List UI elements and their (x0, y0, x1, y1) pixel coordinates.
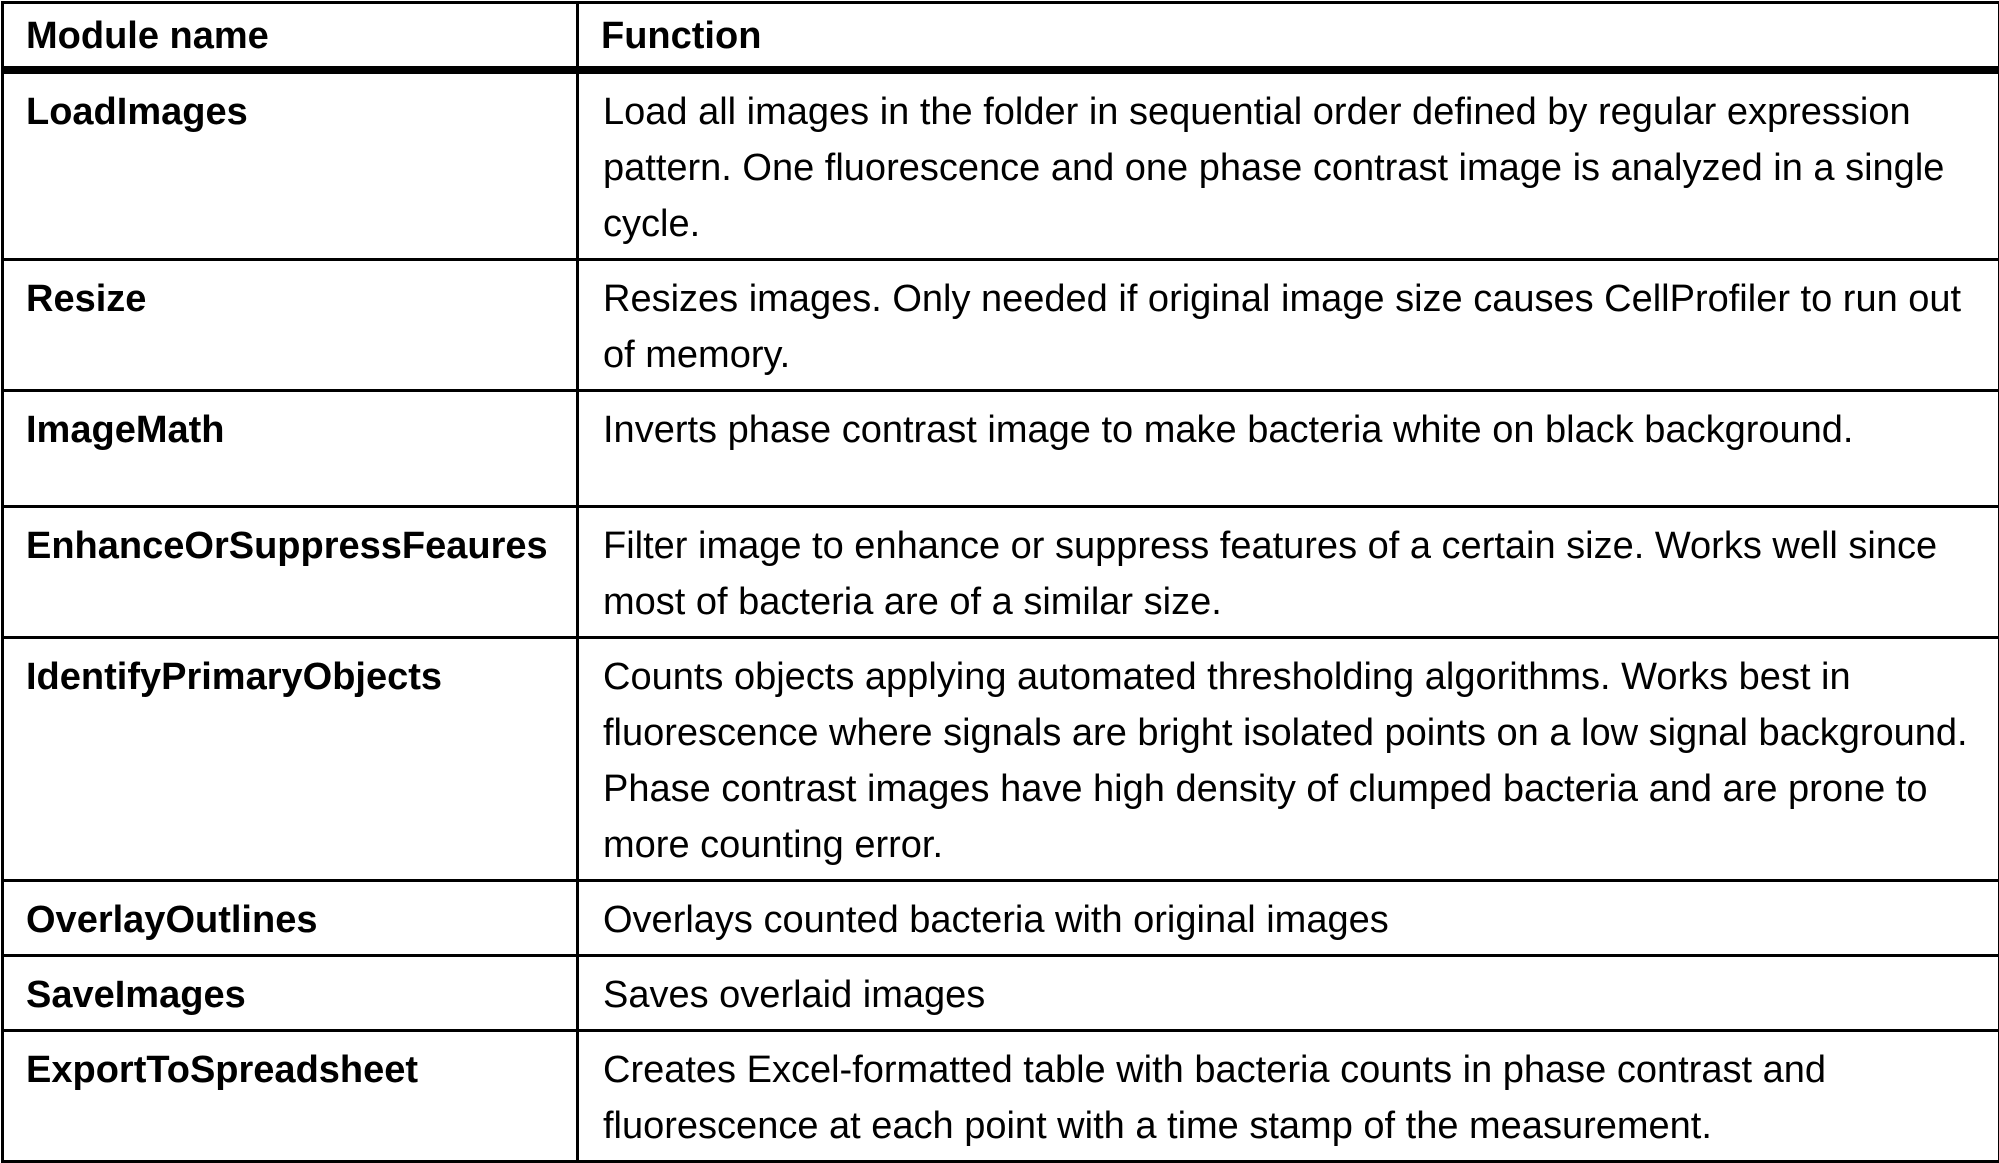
module-name-cell: OverlayOutlines (3, 881, 578, 956)
header-function: Function (578, 3, 1999, 71)
function-cell: Resizes images. Only needed if original image size causes CellProfiler to run out of memory. (578, 260, 1999, 391)
module-name-cell: SaveImages (3, 956, 578, 1031)
module-name-cell: Resize (3, 260, 578, 391)
table-row (3, 881, 1999, 956)
function-cell: Load all images in the folder in sequential order defined by regular expression pattern. One fluorescence and one phase contrast image is analyzed in a single cycle. (578, 70, 1999, 260)
function-cell: Saves overlaid images (578, 956, 1999, 1031)
function-cell: Creates Excel-formatted table with bacteria counts in phase contrast and fluorescence at each point with a time stamp of the measurement. (578, 1031, 1999, 1162)
module-table (1, 1, 1999, 1163)
module-name-cell: ExportToSpreadsheet (3, 1031, 578, 1162)
module-name-cell: ImageMath (3, 391, 578, 507)
table-row (3, 1031, 1999, 1162)
function-cell: Counts objects applying automated thresholding algorithms. Works best in fluorescence where signals are bright isolated points on a low signal background. Phase contrast images have high density of clumped bacteria and are prone to more counting error. (578, 638, 1999, 881)
header-module-name: Module name (3, 3, 578, 71)
module-name-cell: IdentifyPrimaryObjects (3, 638, 578, 881)
table-header-row (3, 3, 1999, 71)
module-name-cell: LoadImages (3, 70, 578, 260)
table-row (3, 391, 1999, 507)
table-row (3, 70, 1999, 260)
module-name-cell: EnhanceOrSuppressFeaures (3, 507, 578, 638)
table-row (3, 956, 1999, 1031)
function-cell: Overlays counted bacteria with original images (578, 881, 1999, 956)
function-cell: Filter image to enhance or suppress features of a certain size. Works well since most of bacteria are of a similar size. (578, 507, 1999, 638)
table-row (3, 507, 1999, 638)
table-row (3, 260, 1999, 391)
function-cell: Inverts phase contrast image to make bacteria white on black background. (578, 391, 1999, 507)
table-row (3, 638, 1999, 881)
